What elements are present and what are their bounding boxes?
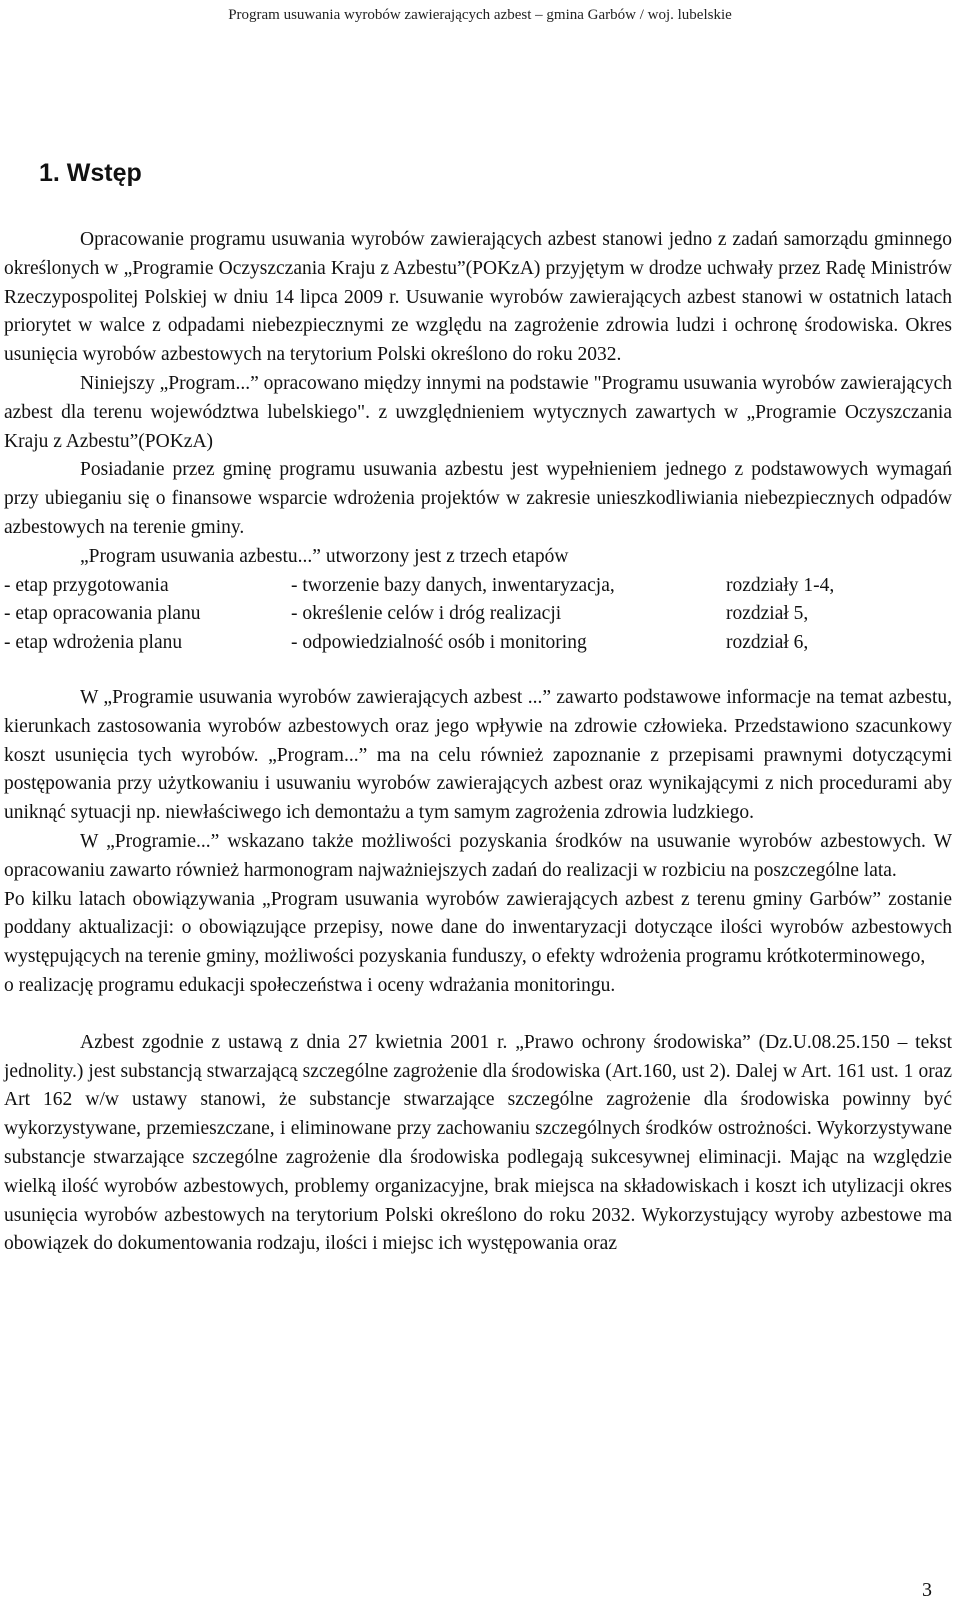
section-heading: 1. Wstęp xyxy=(39,159,142,187)
stage-name: - etap opracowania planu xyxy=(4,603,201,625)
stage-description: - określenie celów i dróg realizacji xyxy=(291,603,562,625)
stage-name: - etap wdrożenia planu xyxy=(4,632,183,654)
table-row xyxy=(4,572,834,601)
paragraph: o realizację programu edukacji społeczeństwa i oceny wdrażania monitoringu. xyxy=(4,974,616,996)
stages-table xyxy=(4,572,834,658)
body-text xyxy=(4,226,952,1259)
paragraph: Po kilku latach obowiązywania „Program usuwania wyrobów zawierających azbest z terenu gminy Garbów” zostanie poddany aktualizacji: o obowiązujące przepisy, nowe dane do inwentaryzacji dotyczące ilości wyrobów azbestowych występujących na terenie gminy, możliwości pozyskania funduszy, o efekty wdrożenia programu krótkoterminowego, xyxy=(4,888,952,968)
table-row xyxy=(4,600,834,629)
stage-chapters: rozdział 6, xyxy=(726,632,809,654)
stage-description: - odpowiedzialność osób i monitoring xyxy=(291,632,587,654)
paragraph: „Program usuwania azbestu...” utworzony jest z trzech etapów xyxy=(80,545,569,567)
paragraph: W „Programie usuwania wyrobów zawierających azbest ...” zawarto podstawowe informacje na temat azbestu, kierunkach zastosowania wyrobów azbestowych oraz jego wpływie na zdrowie człowieka. Przedstawiono szacunkowy koszt usunięcia tych wyrobów. „Program...” ma na celu również zapoznanie z przepisami prawnymi dotyczącymi postępowania przy użytkowaniu i usuwaniu wyrobów zawierających azbest oraz wynikającymi z nich procedurami aby uniknąć sytuacji np. niewłaściwego ich demontażu a tym samym zagrożenia zdrowia ludzkiego. xyxy=(4,686,952,824)
paragraph: Posiadanie przez gminę programu usuwania azbestu jest wypełnieniem jednego z podstawowych wymagań przy ubieganiu się o finansowe wsparcie wdrożenia projektów w zakresie unieszkodliwiania niebezpiecznych odpadów azbestowych na terenie gminy. xyxy=(4,459,952,538)
paragraph: Azbest zgodnie z ustawą z dnia 27 kwietnia 2001 r. „Prawo ochrony środowiska” (Dz.U.08.25.150 – tekst jednolity.) jest substancją stwarzającą szczególne zagrożenie dla środowiska (Art.160, ust 2). Dalej w Art. 161 ust. 1 oraz Art 162 w/w ustawy stanowi, że substancje stwarzające szczególne zagrożenie dla środowiska powinny być wykorzystywane, przemieszczane, i eliminowane przy zachowaniu szczególnych środków ostrożności. Wykorzystywane substancje stwarzające szczególne zagrożenie dla środowiska podlegają sukcesywnej eliminacji. Mając na względzie wielką ilość wyrobów azbestowych, problemy organizacyjne, brak miejsca na składowiskach i koszt ich utylizacji okres usunięcia wyrobów azbestowych na terytorium Polski określono do roku 2032. Wykorzystujący wyroby azbestowe ma obowiązek do dokumentowania rodzaju, ilości i miejsc ich występowania oraz xyxy=(4,1031,952,1255)
running-header: Program usuwania wyrobów zawierających azbest – gmina Garbów / woj. lubelskie xyxy=(228,7,732,23)
paragraph: W „Programie...” wskazano także możliwości pozyskania środków na usuwanie wyrobów azbestowych. W opracowaniu zawarto również harmonogram najważniejszych zadań do realizacji w rozbiciu na poszczególne lata. xyxy=(4,830,952,881)
paragraph: Opracowanie programu usuwania wyrobów zawierających azbest stanowi jedno z zadań samorządu gminnego określonych w „Programie Oczyszczania Kraju z Azbestu”(POKzA) przyjętym w drodze uchwały przez Radę Ministrów Rzeczypospolitej Polskiej w dniu 14 lipca 2009 r. Usuwanie wyrobów zawierających azbest stanowi w ostatnich latach priorytet w walce z odpadami niebezpiecznymi ze względu na zagrożenie zdrowia ludzi i ochronę środowiska. Okres usunięcia wyrobów azbestowych na terytorium Polski określono do roku 2032. xyxy=(4,229,952,366)
stage-description: - tworzenie bazy danych, inwentaryzacja, xyxy=(291,574,615,596)
paragraph: Niniejszy „Program...” opracowano między innymi na podstawie "Programu usuwania wyrobów zawierających azbest dla terenu województwa lubelskiego". z uwzględnieniem wytycznych zawartych w „Programie Oczyszczania Kraju z Azbestu”(POKzA) xyxy=(4,372,952,452)
table-row xyxy=(4,629,834,658)
stage-name: - etap przygotowania xyxy=(4,574,169,596)
stage-chapters: rozdziały 1-4, xyxy=(726,574,835,596)
page-number: 3 xyxy=(922,1579,932,1601)
stage-chapters: rozdział 5, xyxy=(726,603,809,625)
